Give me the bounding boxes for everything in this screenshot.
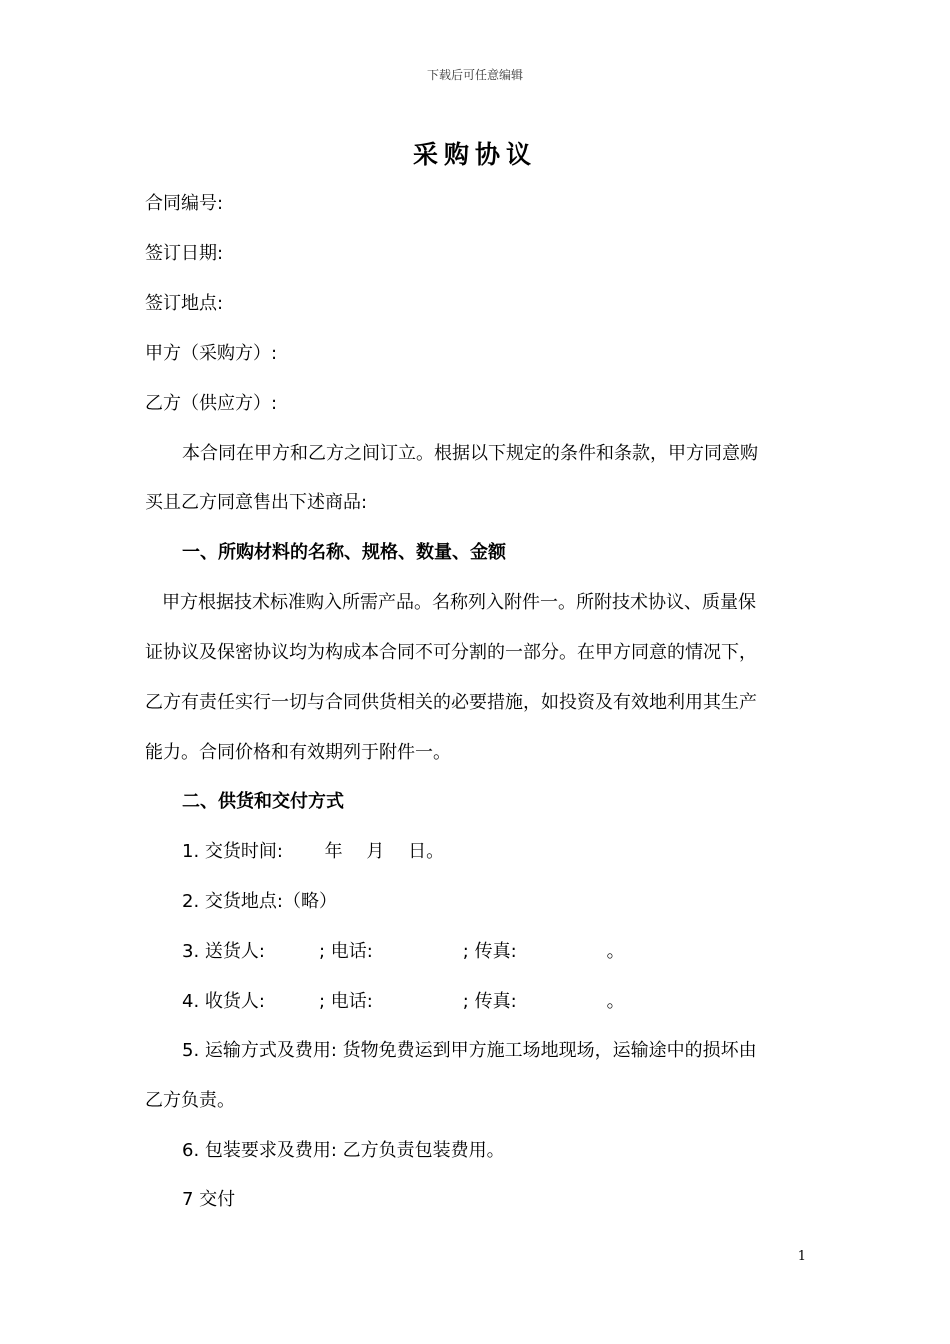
item-delivery-place: 2. 交货地点:（略） — [182, 891, 337, 912]
document-title: 采购协议 — [412, 140, 537, 169]
field-party-a: 甲方（采购方）: — [145, 343, 278, 364]
page-header: 下载后可任意编辑 — [426, 68, 523, 82]
field-sign-place: 签订地点: — [145, 293, 224, 314]
section1-heading: 一、所购材料的名称、规格、数量、金额 — [182, 542, 506, 563]
item-packaging: 6. 包装要求及费用: 乙方负责包装费用。 — [182, 1140, 505, 1161]
page-number: 1 — [797, 1249, 806, 1264]
item-delivery-time: 1. 交货时间: 年 月 日。 — [182, 841, 445, 862]
item-transport-line-1: 5. 运输方式及费用: 货物免费运到甲方施工场地现场，运输途中的损坏由 — [182, 1040, 757, 1061]
intro-line-2: 买且乙方同意售出下述商品: — [145, 492, 368, 513]
field-party-b: 乙方（供应方）: — [145, 393, 278, 414]
item-delivery: 7 交付 — [182, 1189, 236, 1210]
section1-line-2: 证协议及保密协议均为构成本合同不可分割的一部分。在甲方同意的情况下， — [145, 642, 757, 663]
section2-heading: 二、供货和交付方式 — [182, 791, 344, 812]
section1-line-3: 乙方有责任实行一切与合同供货相关的必要措施，如投资及有效地利用其生产 — [145, 692, 757, 713]
item-transport-line-2: 乙方负责。 — [145, 1090, 235, 1111]
field-contract-no: 合同编号: — [145, 193, 224, 214]
section1-line-1: 甲方根据技术标准购入所需产品。名称列入附件一。所附技术协议、质量保 — [162, 592, 756, 613]
field-sign-date: 签订日期: — [145, 243, 224, 264]
intro-line-1: 本合同在甲方和乙方之间订立。根据以下规定的条件和条款，甲方同意购 — [182, 443, 758, 464]
item-sender: 3. 送货人: ; 电话: ; 传真: 。 — [182, 941, 625, 962]
section1-line-4: 能力。合同价格和有效期列于附件一。 — [145, 742, 451, 763]
item-receiver: 4. 收货人: ; 电话: ; 传真: 。 — [182, 991, 625, 1012]
